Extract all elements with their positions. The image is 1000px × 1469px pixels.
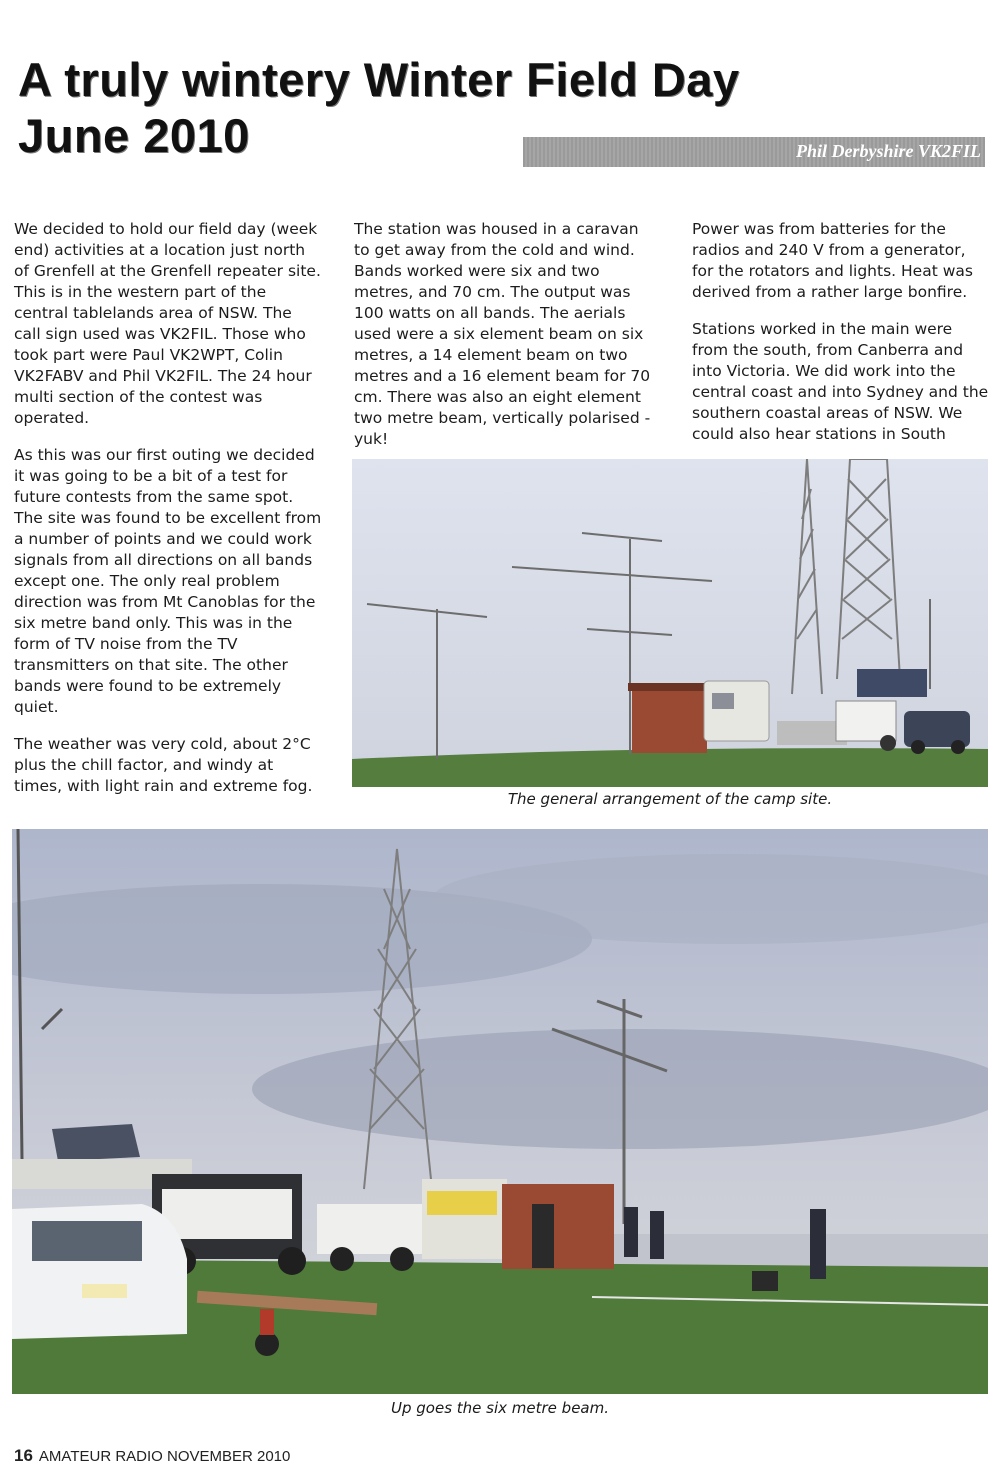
paragraph: We decided to hold our field day (week end) activities at a location just north of Grenfell at the Grenfell repeater site. This is in the western part of the central tablelands area of NSW. The call sign used was VK2FIL. Those who took part were Paul VK2WPT, Colin VK2FABV and Phil VK2FIL. The 24 hour multi section of the contest was operated. <box>14 220 321 427</box>
paragraph: Power was from batteries for the radios and 240 V from a generator, for the rotators and lights. Heat was derived from a rather large bonfire. <box>692 220 973 301</box>
camp-site-illustration <box>352 459 988 787</box>
publication-name: AMATEUR RADIO NOVEMBER 2010 <box>38 1448 291 1465</box>
paragraph: As this was our first outing we decided it was going to be a bit of a test for future contests from the same spot. The site was found to be excellent from a number of points and we could work signals from all directions on all bands except one. The only real problem direction was from Mt Canoblas for the six metre band only. This was in the form of TV noise from the TV transmitters on that site. The other bands were found to be extremely quiet. <box>14 446 322 716</box>
column-1 <box>14 219 322 813</box>
column-2 <box>354 219 654 466</box>
title-line-2: June 2010 <box>18 109 250 162</box>
byline-bar <box>523 137 985 167</box>
column-3 <box>692 219 990 461</box>
paragraph: The weather was very cold, about 2°C plus the chill factor, and windy at times, with light rain and extreme fog. <box>14 735 313 795</box>
paragraph: The station was housed in a caravan to get away from the cold and wind. Bands worked were six and two metres, and 70 cm. The output was 100 watts on all bands. The aerials used were a six element beam on six metres, a 14 element beam on two metres and a 16 element beam for 70 cm. There was also an eight element two metre beam, vertically polarised - yuk! <box>354 220 651 448</box>
page-number: 16 <box>14 1446 33 1465</box>
paragraph: Stations worked in the main were from the south, from Canberra and into Victoria. We did work into the central coast and into Sydney and the southern coastal areas of NSW. We could also hear stations in South <box>692 320 989 443</box>
byline: Phil Derbyshire VK2FIL <box>795 141 981 161</box>
six-metre-beam-illustration <box>12 829 988 1394</box>
six-metre-beam-caption: Up goes the six metre beam. <box>391 1399 609 1417</box>
camp-site-photo <box>352 459 988 787</box>
page-footer <box>14 1446 290 1466</box>
title-line-1: A truly wintery Winter Field Day <box>18 53 740 106</box>
camp-site-caption: The general arrangement of the camp site. <box>507 790 833 808</box>
six-metre-beam-photo <box>12 829 988 1394</box>
